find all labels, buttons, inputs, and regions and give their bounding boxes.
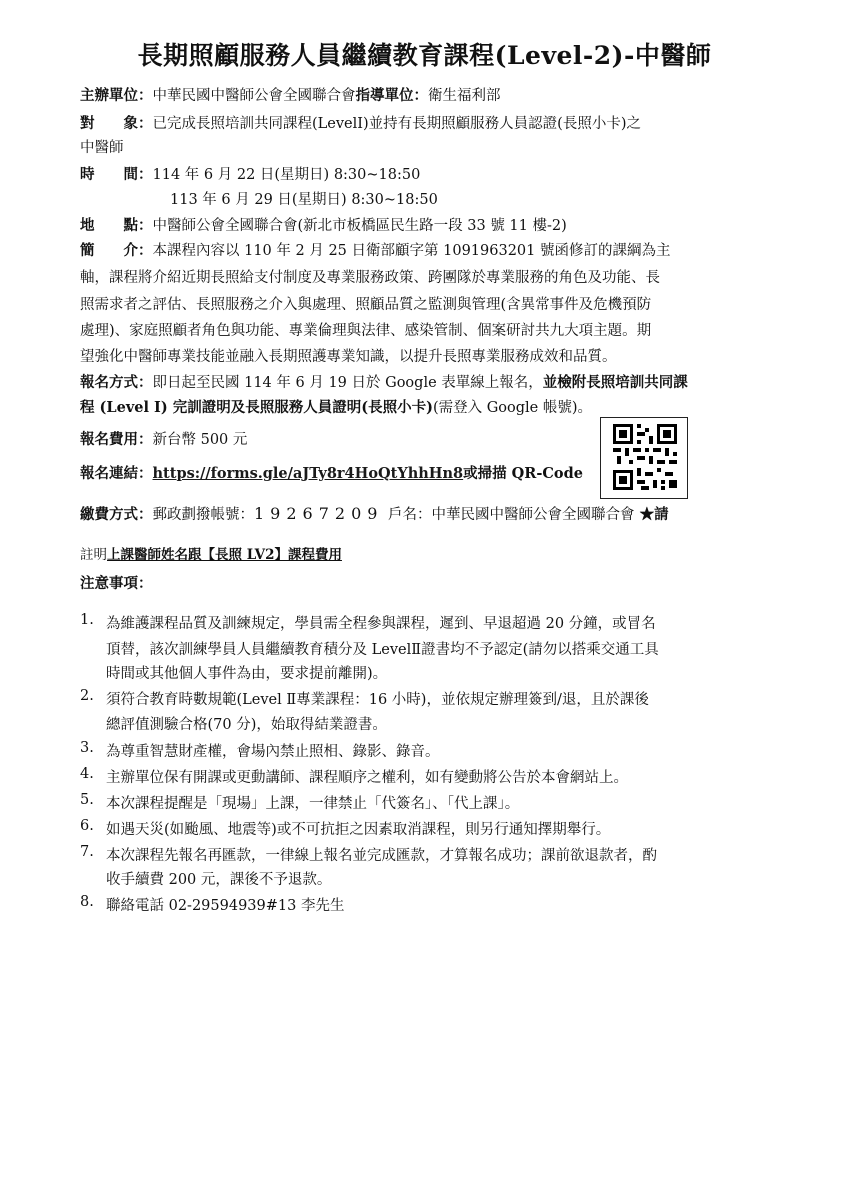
note-number: 4. [80,766,94,782]
payment-name-label: 戶名： [383,507,432,523]
organizer-value: 中華民國中醫師公會全國聯合會 [152,88,356,104]
registration-text-2a: 程 (Level Ⅰ) 完訓證明及長照服務人員證明(長照小卡) [80,399,433,416]
qr-code-icon [601,418,687,498]
note-2-line-2: 總評值測驗合格(70 分)，始取得結業證書。 [106,717,387,733]
location-label: 地 點： [80,217,153,234]
note-7-line-1: 本次課程先報名再匯款，一律線上報名並完成匯款，才算報名成功；課前欲退款者，酌 [106,848,657,864]
target-value: 已完成長照培訓共同課程(LevelⅠ)並持有長期照顧服務人員認證(長照小卡)之 [152,116,641,132]
note-2-line-1: 須符合教育時數規範(Level Ⅱ專業課程：16 小時)，並依規定辦理簽到/退，且於課後 [106,692,649,708]
fee-line [80,428,247,449]
organizer-label: 主辦單位： [80,87,153,104]
intro-label: 簡 介： [80,242,153,259]
payment-account-label: 郵政劃撥帳號： [152,507,254,523]
link-label: 報名連結： [80,465,153,482]
payment-line [80,503,669,524]
target-line [80,112,641,133]
page-title: 長期照顧服務人員繼續教育課程(Level-2)-中醫師 [137,41,712,70]
registration-line-1 [80,371,688,392]
payment-note-b: 上課醫師姓名跟【長照 LV2】課程費用 [107,547,342,563]
registration-text-1b: 並檢附長照培訓共同課 [542,374,688,391]
payment-account: 19267209 [254,504,384,523]
time-line [80,163,420,184]
fee-label: 報名費用： [80,431,153,448]
intro-text-1: 本課程內容以 110 年 2 月 25 日衛部顧字第 1091963201 號函修訂的課綱為主 [152,243,671,259]
note-number: 8. [80,894,94,910]
link-suffix: 或掃描 QR-Code [463,465,583,482]
fee-value: 新台幣 500 元 [152,432,248,448]
guide-label: 指導單位： [355,87,428,104]
registration-label: 報名方式： [80,374,153,391]
intro-text-2: 軸，課程將介紹近期長照給支付制度及專業服務政策、跨團隊於專業服務的角色及功能、長 [80,270,660,286]
intro-text-3: 照需求者之評估、長照服務之介入與處理、照顧品質之監測與管理(含異常事件及危機預防 [80,297,652,313]
note-5-line-1: 本次課程提醒是「現場」上課，一律禁止「代簽名」、「代上課」。 [106,796,520,812]
note-6-line-1: 如遇天災(如颱風、地震等)或不可抗拒之因素取消課程，則另行通知擇期舉行。 [106,822,611,838]
time-value-1: 114 年 6 月 22 日(星期日) 8:30~18:50 [152,167,421,183]
note-number: 6. [80,818,94,834]
payment-note-a: 註明 [80,547,107,563]
note-8-line-1: 聯絡電話 02-29594939#13 李先生 [106,898,345,914]
location-line [80,214,567,235]
time-label: 時 間： [80,166,153,183]
target-line-2: 中醫師 [80,140,124,156]
registration-text-2b: (需登入 Google 帳號)。 [432,400,593,416]
intro-text-4: 處理)、家庭照顧者角色與功能、專業倫理與法律、感染管制、個案研討共九大項主題。期 [80,323,652,339]
note-1-line-2: 頂替，該次訓練學員人員繼續教育積分及 LevelⅡ證書均不予認定(請勿以搭乘交通工具 [106,642,659,658]
time-value-2: 113 年 6 月 29 日(星期日) 8:30~18:50 [170,192,438,208]
note-3-line-1: 為尊重智慧財產權，會場內禁止照相、錄影、錄音。 [106,744,440,760]
note-number: 2. [80,688,94,704]
note-number: 1. [80,612,94,628]
payment-note-line [80,543,342,563]
note-7-line-2: 收手續費 200 元，課後不予退款。 [106,872,332,888]
registration-link[interactable]: https://forms.gle/aJTy8r4HoQtYhhHn8 [152,465,464,482]
payment-star: ★請 [634,506,669,523]
guide-value: 衛生福利部 [428,88,501,104]
intro-text-5: 望強化中醫師專業技能並融入長期照護專業知識，以提升長照專業服務成效和品質。 [80,349,617,365]
link-line [80,462,583,483]
intro-line-1 [80,239,670,260]
payment-label: 繳費方式： [80,506,153,523]
note-1-line-1: 為維護課程品質及訓練規定，學員需全程參與課程，遲到、早退超過 20 分鐘，或冒名 [106,616,656,632]
note-1-line-3: 時間或其他個人事件為由，要求提前離開)。 [106,666,388,682]
target-label: 對 象： [80,115,153,132]
note-number: 5. [80,792,94,808]
registration-line-2 [80,396,592,417]
location-value: 中醫師公會全國聯合會(新北市板橋區民生路一段 33 號 11 樓-2) [152,218,567,234]
qr-code[interactable] [600,417,688,499]
notes-title: 注意事項： [80,575,153,592]
payment-name: 中華民國中醫師公會全國聯合會 [431,507,635,523]
registration-text-1a: 即日起至民國 114 年 6 月 19 日於 Google 表單線上報名， [152,375,543,391]
organizer-line [80,84,501,105]
note-number: 3. [80,740,94,756]
note-4-line-1: 主辦單位保有開課或更動講師、課程順序之權利，如有變動將公告於本會網站上。 [106,770,628,786]
note-number: 7. [80,844,94,860]
